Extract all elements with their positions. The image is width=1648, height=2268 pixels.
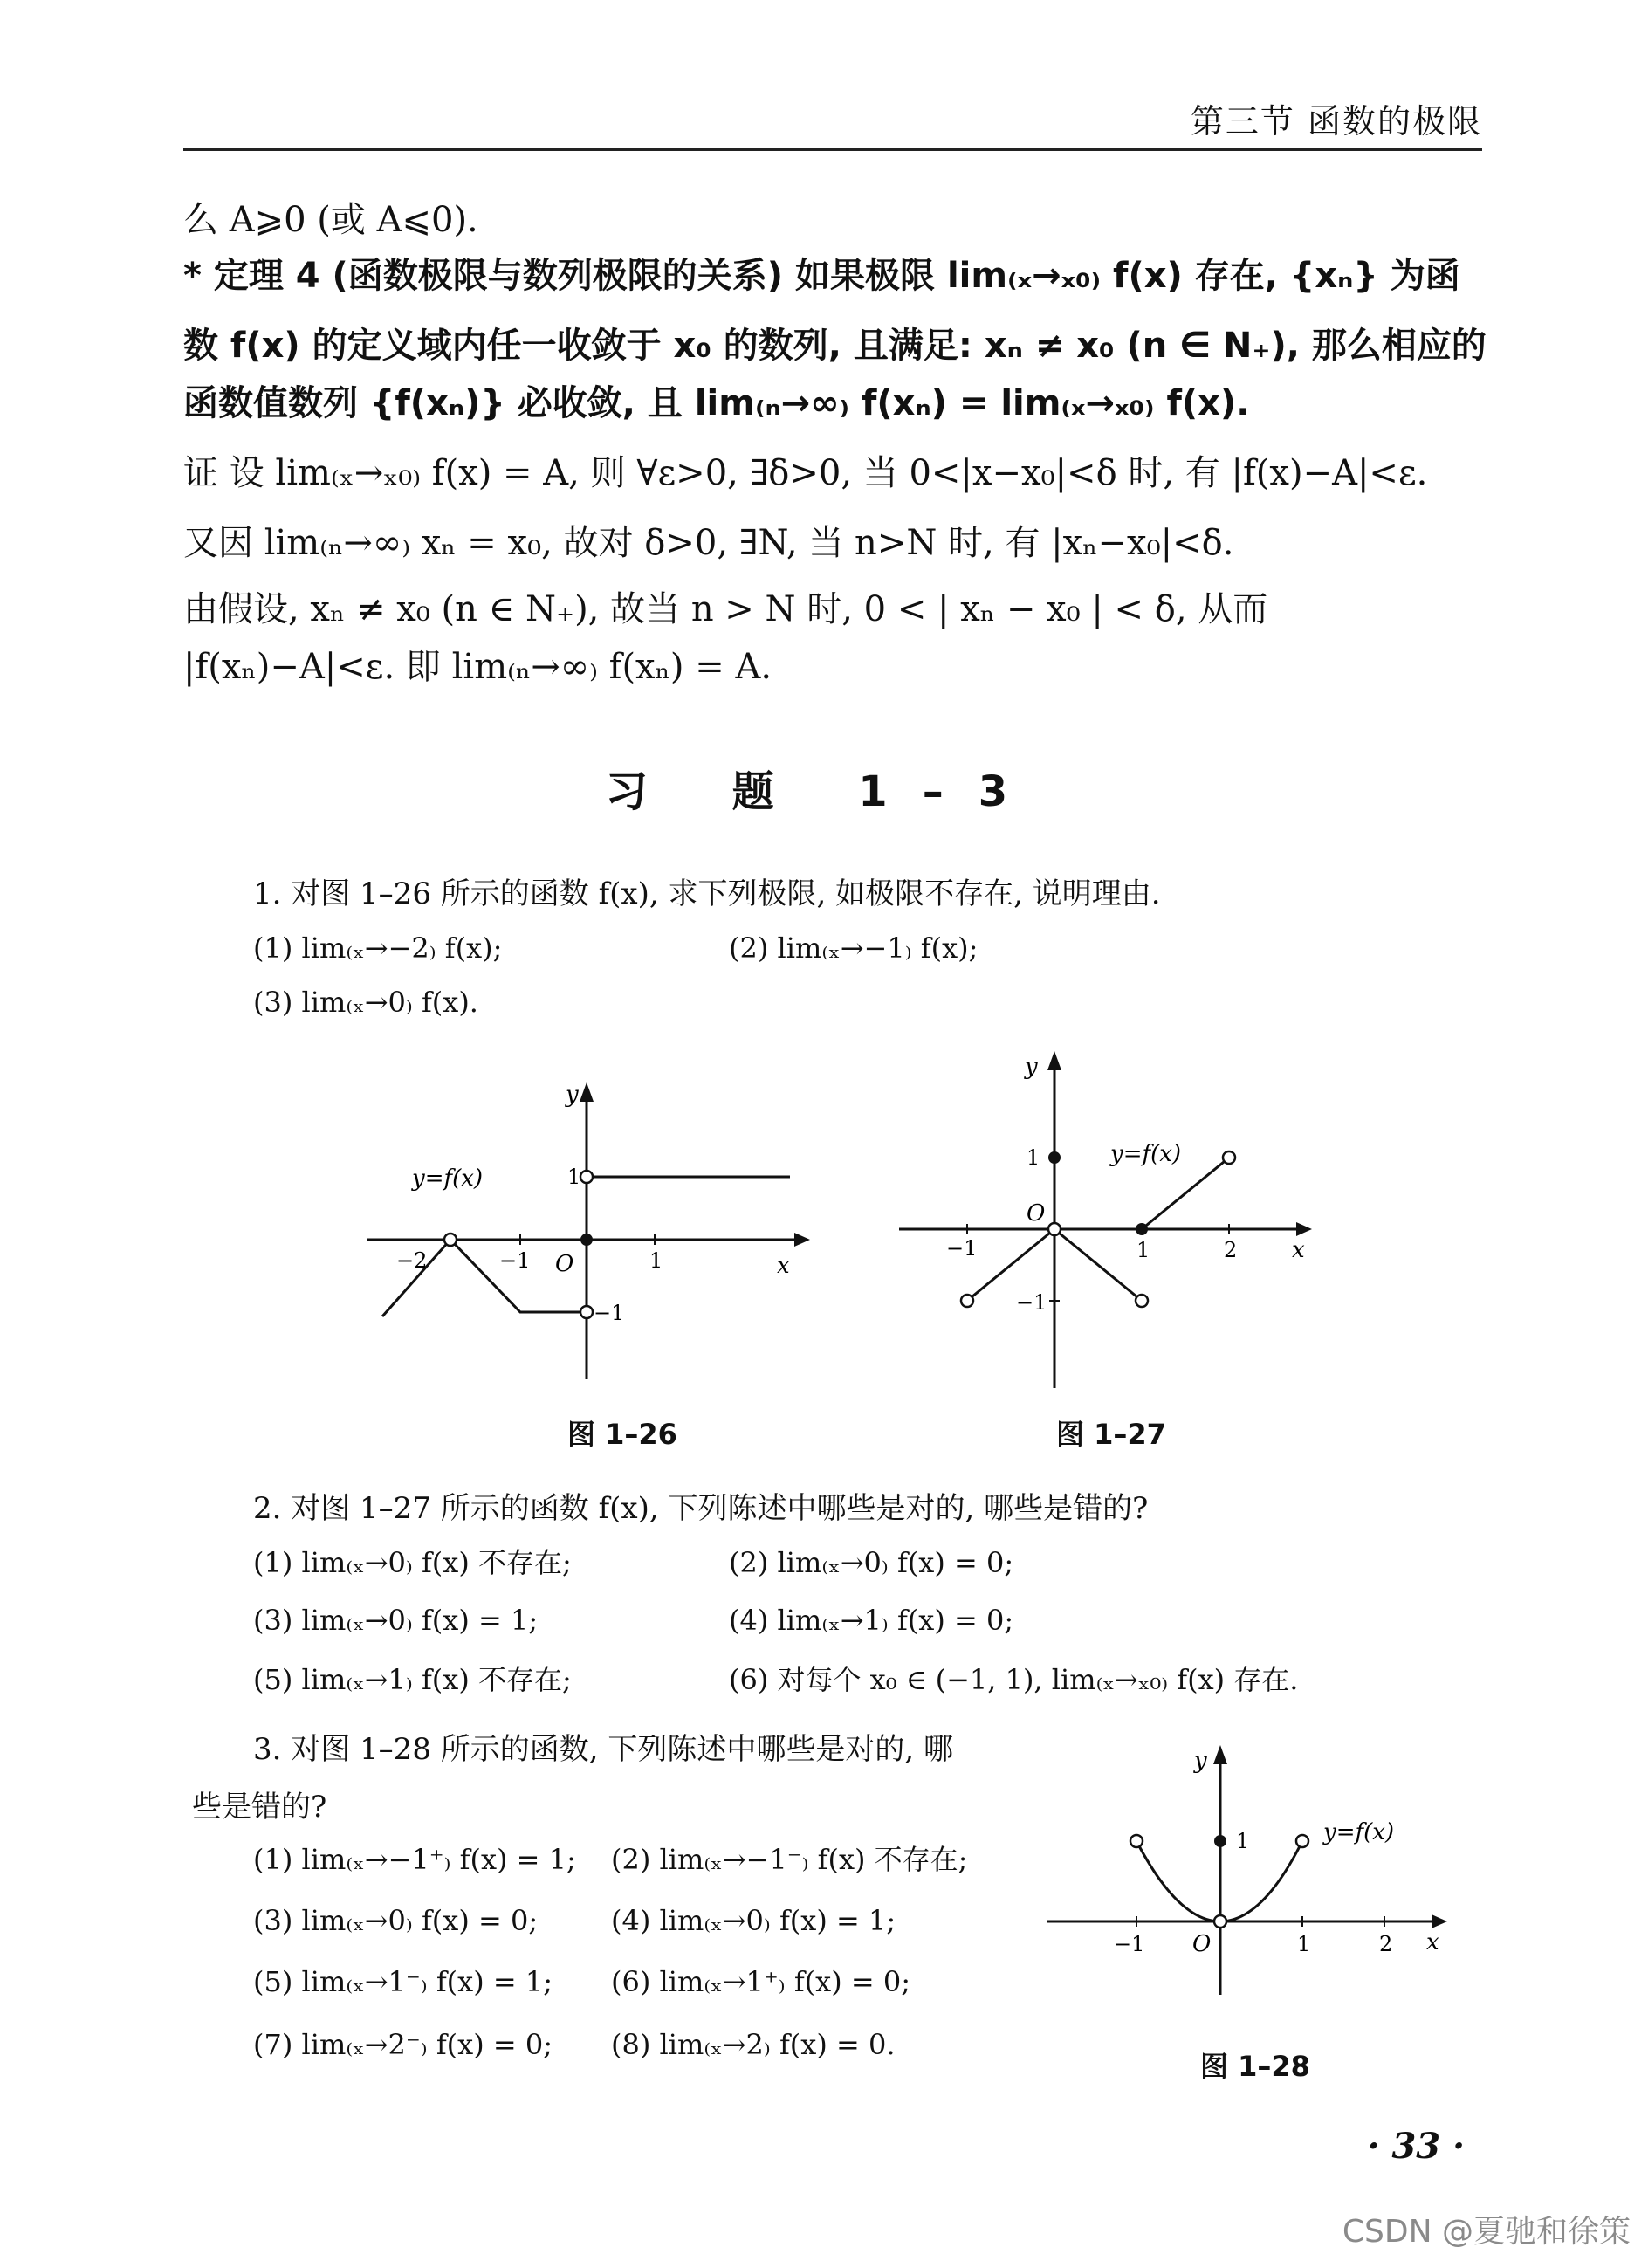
problem-3-text: 3. 对图 1–28 所示的函数, 下列陈述中哪些是对的, 哪 <box>253 1732 953 1767</box>
graph-segment <box>1054 1229 1142 1301</box>
problem-1-text: 1. 对图 1–26 所示的函数 f(x), 求下列极限, 如极限不存在, 说明理由. <box>253 876 1161 911</box>
problem-2-item: (6) 对每个 x₀ ∈ (−1, 1), lim₍ₓ→ₓ₀₎ f(x) 存在. <box>729 1663 1299 1696</box>
open-point <box>1130 1835 1143 1847</box>
y-axis-label: y <box>566 1082 579 1108</box>
figure-1-27-caption: 图 1–27 <box>1056 1418 1166 1451</box>
figure-1-28 <box>1039 1733 1458 2003</box>
problem-1-item: (2) lim₍ₓ→−1₎ f(x); <box>729 931 978 965</box>
watermark: CSDN @夏驰和徐策 <box>1342 2214 1631 2250</box>
function-label: y=f(x) <box>1323 1819 1395 1845</box>
y-axis-label: y <box>1025 1054 1038 1080</box>
problem-3-item: (7) lim₍ₓ→2⁻₎ f(x) = 0; <box>253 2028 553 2061</box>
page-number: · 33 · <box>1367 2126 1465 2167</box>
origin-label: O <box>555 1251 574 1277</box>
problem-2-item: (1) lim₍ₓ→0₎ f(x) 不存在; <box>253 1546 572 1579</box>
x-axis-label: x <box>777 1253 790 1279</box>
open-point <box>580 1306 593 1318</box>
x-tick-label: 1 <box>649 1248 663 1273</box>
open-point <box>961 1295 973 1307</box>
graph-segment <box>1142 1158 1229 1229</box>
open-point <box>1136 1295 1148 1307</box>
x-tick-label: −1 <box>1114 1932 1145 1956</box>
problem-3-item: (6) lim₍ₓ→1⁺₎ f(x) = 0; <box>611 1965 910 1998</box>
y-axis-arrow-icon <box>1213 1745 1227 1764</box>
proof-line: |f(xₙ)−A|<ε. 即 lim₍ₙ→∞₎ f(xₙ) = A. <box>183 647 772 687</box>
problem-3-item: (8) lim₍ₓ→2₎ f(x) = 0. <box>611 2028 896 2061</box>
header-rule <box>183 148 1482 151</box>
x-tick-label: 2 <box>1379 1932 1393 1956</box>
x-axis-arrow-icon <box>1296 1222 1312 1236</box>
open-point <box>1048 1223 1061 1235</box>
y-axis-label: y <box>1194 1748 1207 1774</box>
problem-2-item: (3) lim₍ₓ→0₎ f(x) = 1; <box>253 1604 539 1637</box>
problem-1-item: (1) lim₍ₓ→−2₎ f(x); <box>253 931 503 965</box>
y-axis-arrow-icon <box>1047 1051 1061 1070</box>
origin-label: O <box>1192 1931 1212 1957</box>
origin-label: O <box>1027 1200 1046 1227</box>
filled-point <box>580 1234 593 1246</box>
y-axis-arrow-icon <box>580 1082 594 1102</box>
x-axis-arrow-icon <box>794 1233 810 1247</box>
y-tick-label: −1 <box>594 1301 625 1325</box>
section-title: 习 题 1–3 <box>605 767 1043 816</box>
x-tick-label: −1 <box>946 1236 978 1261</box>
problem-1-item: (3) lim₍ₓ→0₎ f(x). <box>253 986 478 1019</box>
open-point <box>580 1171 593 1183</box>
figure-1-26 <box>349 1065 838 1397</box>
y-tick-label: −1 <box>1016 1290 1047 1315</box>
figure-1-26-caption: 图 1–26 <box>567 1418 677 1451</box>
x-tick-label: 1 <box>1136 1238 1150 1262</box>
open-point <box>444 1234 457 1246</box>
x-tick-label: 1 <box>1297 1932 1311 1956</box>
x-tick-label: −1 <box>499 1248 531 1273</box>
problem-3-text: 些是错的? <box>192 1790 327 1825</box>
x-tick-label: 2 <box>1224 1238 1238 1262</box>
filled-point <box>1214 1835 1226 1847</box>
y-tick-label: 1 <box>1236 1829 1250 1853</box>
problem-3-item: (4) lim₍ₓ→0₎ f(x) = 1; <box>611 1904 896 1937</box>
x-tick-label: −2 <box>396 1248 428 1273</box>
open-point <box>1223 1151 1235 1164</box>
problem-2-item: (2) lim₍ₓ→0₎ f(x) = 0; <box>729 1546 1014 1579</box>
problem-3-item: (1) lim₍ₓ→−1⁺₎ f(x) = 1; <box>253 1843 576 1876</box>
problem-2-text: 2. 对图 1–27 所示的函数 f(x), 下列陈述中哪些是对的, 哪些是错的? <box>253 1491 1149 1526</box>
function-label: y=f(x) <box>412 1165 484 1192</box>
problem-3-item: (3) lim₍ₓ→0₎ f(x) = 0; <box>253 1904 539 1937</box>
open-point <box>1296 1835 1308 1847</box>
filled-point <box>1136 1223 1148 1235</box>
figure-1-28-caption: 图 1–28 <box>1200 2050 1310 2083</box>
x-axis-label: x <box>1292 1237 1305 1263</box>
problem-3-item: (2) lim₍ₓ→−1⁻₎ f(x) 不存在; <box>611 1843 968 1876</box>
open-point <box>1214 1915 1226 1928</box>
y-tick-label: 1 <box>1027 1145 1040 1170</box>
problem-2-item: (4) lim₍ₓ→1₎ f(x) = 0; <box>729 1604 1014 1637</box>
filled-point <box>1048 1151 1061 1164</box>
proof-line: 由假设, xₙ ≠ x₀ (n ∈ N₊), 故当 n > N 时, 0 < | xₙ − x₀ | < δ, 从而 <box>183 589 1268 629</box>
x-axis-label: x <box>1426 1929 1439 1955</box>
function-label: y=f(x) <box>1110 1141 1182 1167</box>
figure-1-27 <box>882 1039 1353 1405</box>
problem-2-item: (5) lim₍ₓ→1₎ f(x) 不存在; <box>253 1663 572 1696</box>
x-axis-arrow-icon <box>1432 1914 1447 1928</box>
proof-line: 又因 lim₍ₙ→∞₎ xₙ = x₀, 故对 δ>0, ∃N, 当 n>N 时, 有 |xₙ−x₀|<δ. <box>183 523 1234 563</box>
text-line: 么 A⩾0 (或 A⩽0). <box>183 200 478 240</box>
y-tick-label: 1 <box>567 1165 581 1189</box>
theorem-line: 数 f(x) 的定义域内任一收敛于 x₀ 的数列, 且满足: xₙ ≠ x₀ (n ∈ N₊), 那么相应的 <box>183 326 1487 366</box>
running-header: 第三节 函数的极限 <box>1190 102 1482 141</box>
theorem-line: * 定理 4 (函数极限与数列极限的关系) 如果极限 lim₍ₓ→ₓ₀₎ f(x) 存在, {xₙ} 为函 <box>183 256 1460 296</box>
problem-3-item: (5) lim₍ₓ→1⁻₎ f(x) = 1; <box>253 1965 553 1998</box>
theorem-line: 函数值数列 {f(xₙ)} 必收敛, 且 lim₍ₙ→∞₎ f(xₙ) = lim₍ₓ→ₓ₀₎ f(x). <box>183 383 1250 423</box>
proof-line: 证 设 lim₍ₓ→ₓ₀₎ f(x) = A, 则 ∀ε>0, ∃δ>0, 当 0<|x−x₀|<δ 时, 有 |f(x)−A|<ε. <box>183 453 1428 493</box>
